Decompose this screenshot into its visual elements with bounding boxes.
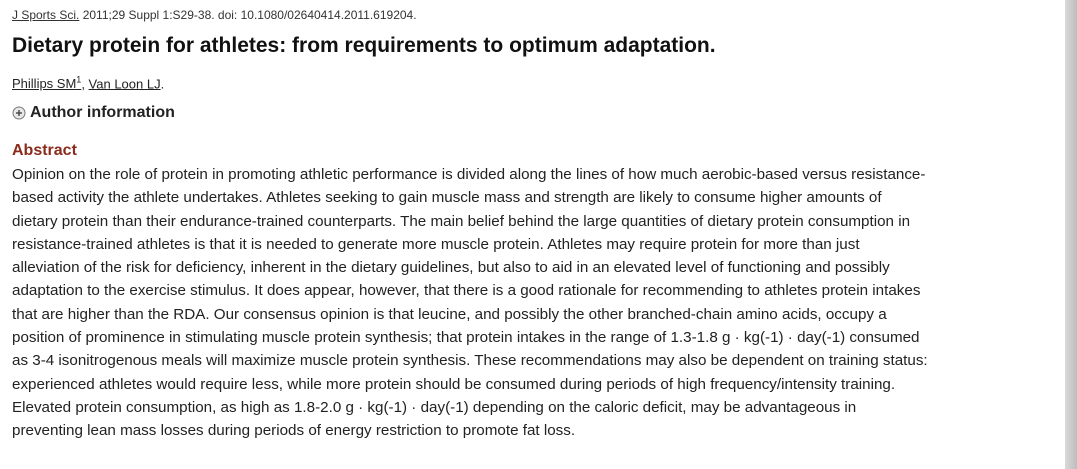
author-information-label: Author information bbox=[30, 104, 175, 121]
abstract-line: Opinion on the role of protein in promoting athletic performance is divided along the lines of how much aerobic-based versus resistance- bbox=[12, 166, 926, 183]
author-list: Phillips SM$^1$, Van Loon LJ. bbox=[12, 75, 165, 92]
abstract-line: alleviation of the risk for deficiency, inherent in the dietary guidelines, but also to aid in an elevated level of functioning and possibly bbox=[12, 259, 890, 277]
abstract-line: that are higher than the RDA. Our consensus opinion is that leucine, and possibly the other branched-chain amino acids, occupy a bbox=[12, 305, 887, 323]
citation-line bbox=[12, 8, 417, 22]
abstract-line: experienced athletes would require less, while more protein should be consumed during periods of high frequency/intensity training. bbox=[12, 375, 896, 393]
abstract-line: based activity the athlete undertakes. Athletes seeking to gain muscle mass and strength are likely to consume higher amounts of bbox=[12, 189, 882, 207]
abstract-line: adaptation to the exercise stimulus. It does appear, however, that there is a good rationale for recommending to athletes protein intakes bbox=[12, 282, 921, 300]
abstract-line: dietary protein than their endurance-trained counterparts. The main belief behind the large quantities of dietary protein consumption in bbox=[12, 212, 911, 230]
abstract-line: preventing lean mass losses during periods of energy restriction to promote fat loss. bbox=[12, 422, 576, 440]
author-separator: , bbox=[81, 76, 89, 92]
journal-link[interactable]: J Sports Sci. bbox=[12, 8, 80, 22]
abstract-text bbox=[12, 163, 1062, 443]
plus-circle-icon bbox=[12, 106, 26, 120]
author-link-vanloon[interactable]: Van Loon LJ bbox=[88, 76, 161, 92]
abstract-line: position of prominence in stimulating muscle protein synthesis; that protein intakes in the range of 1.3-1.8 g · kg(-1) · day(-1) consumed bbox=[12, 329, 920, 347]
author-link-phillips[interactable]: Phillips SM$^1$ bbox=[12, 75, 82, 92]
article-title: Dietary protein for athletes: from requirements to optimum adaptation. bbox=[12, 34, 716, 57]
affiliation-sup: 1 bbox=[76, 75, 82, 85]
abstract-heading: Abstract bbox=[12, 142, 77, 159]
citation-details: 2011;29 Suppl 1:S29-38. doi: 10.1080/02640414.2011.619204. bbox=[79, 8, 417, 22]
abstract-line: resistance-trained athletes is that it is needed to generate more muscle protein. Athletes may require protein for more than just bbox=[12, 235, 860, 253]
window-edge bbox=[1065, 0, 1077, 469]
author-information-toggle[interactable] bbox=[12, 104, 175, 122]
abstract-line: as 3-4 isonitrogenous meals will maximize muscle protein synthesis. These recommendations may also be dependent on training status: bbox=[12, 352, 928, 370]
abstract-line: Elevated protein consumption, as high as 1.8-2.0 g · kg(-1) · day(-1) depending on the caloric deficit, may be advantageous in bbox=[12, 398, 857, 416]
